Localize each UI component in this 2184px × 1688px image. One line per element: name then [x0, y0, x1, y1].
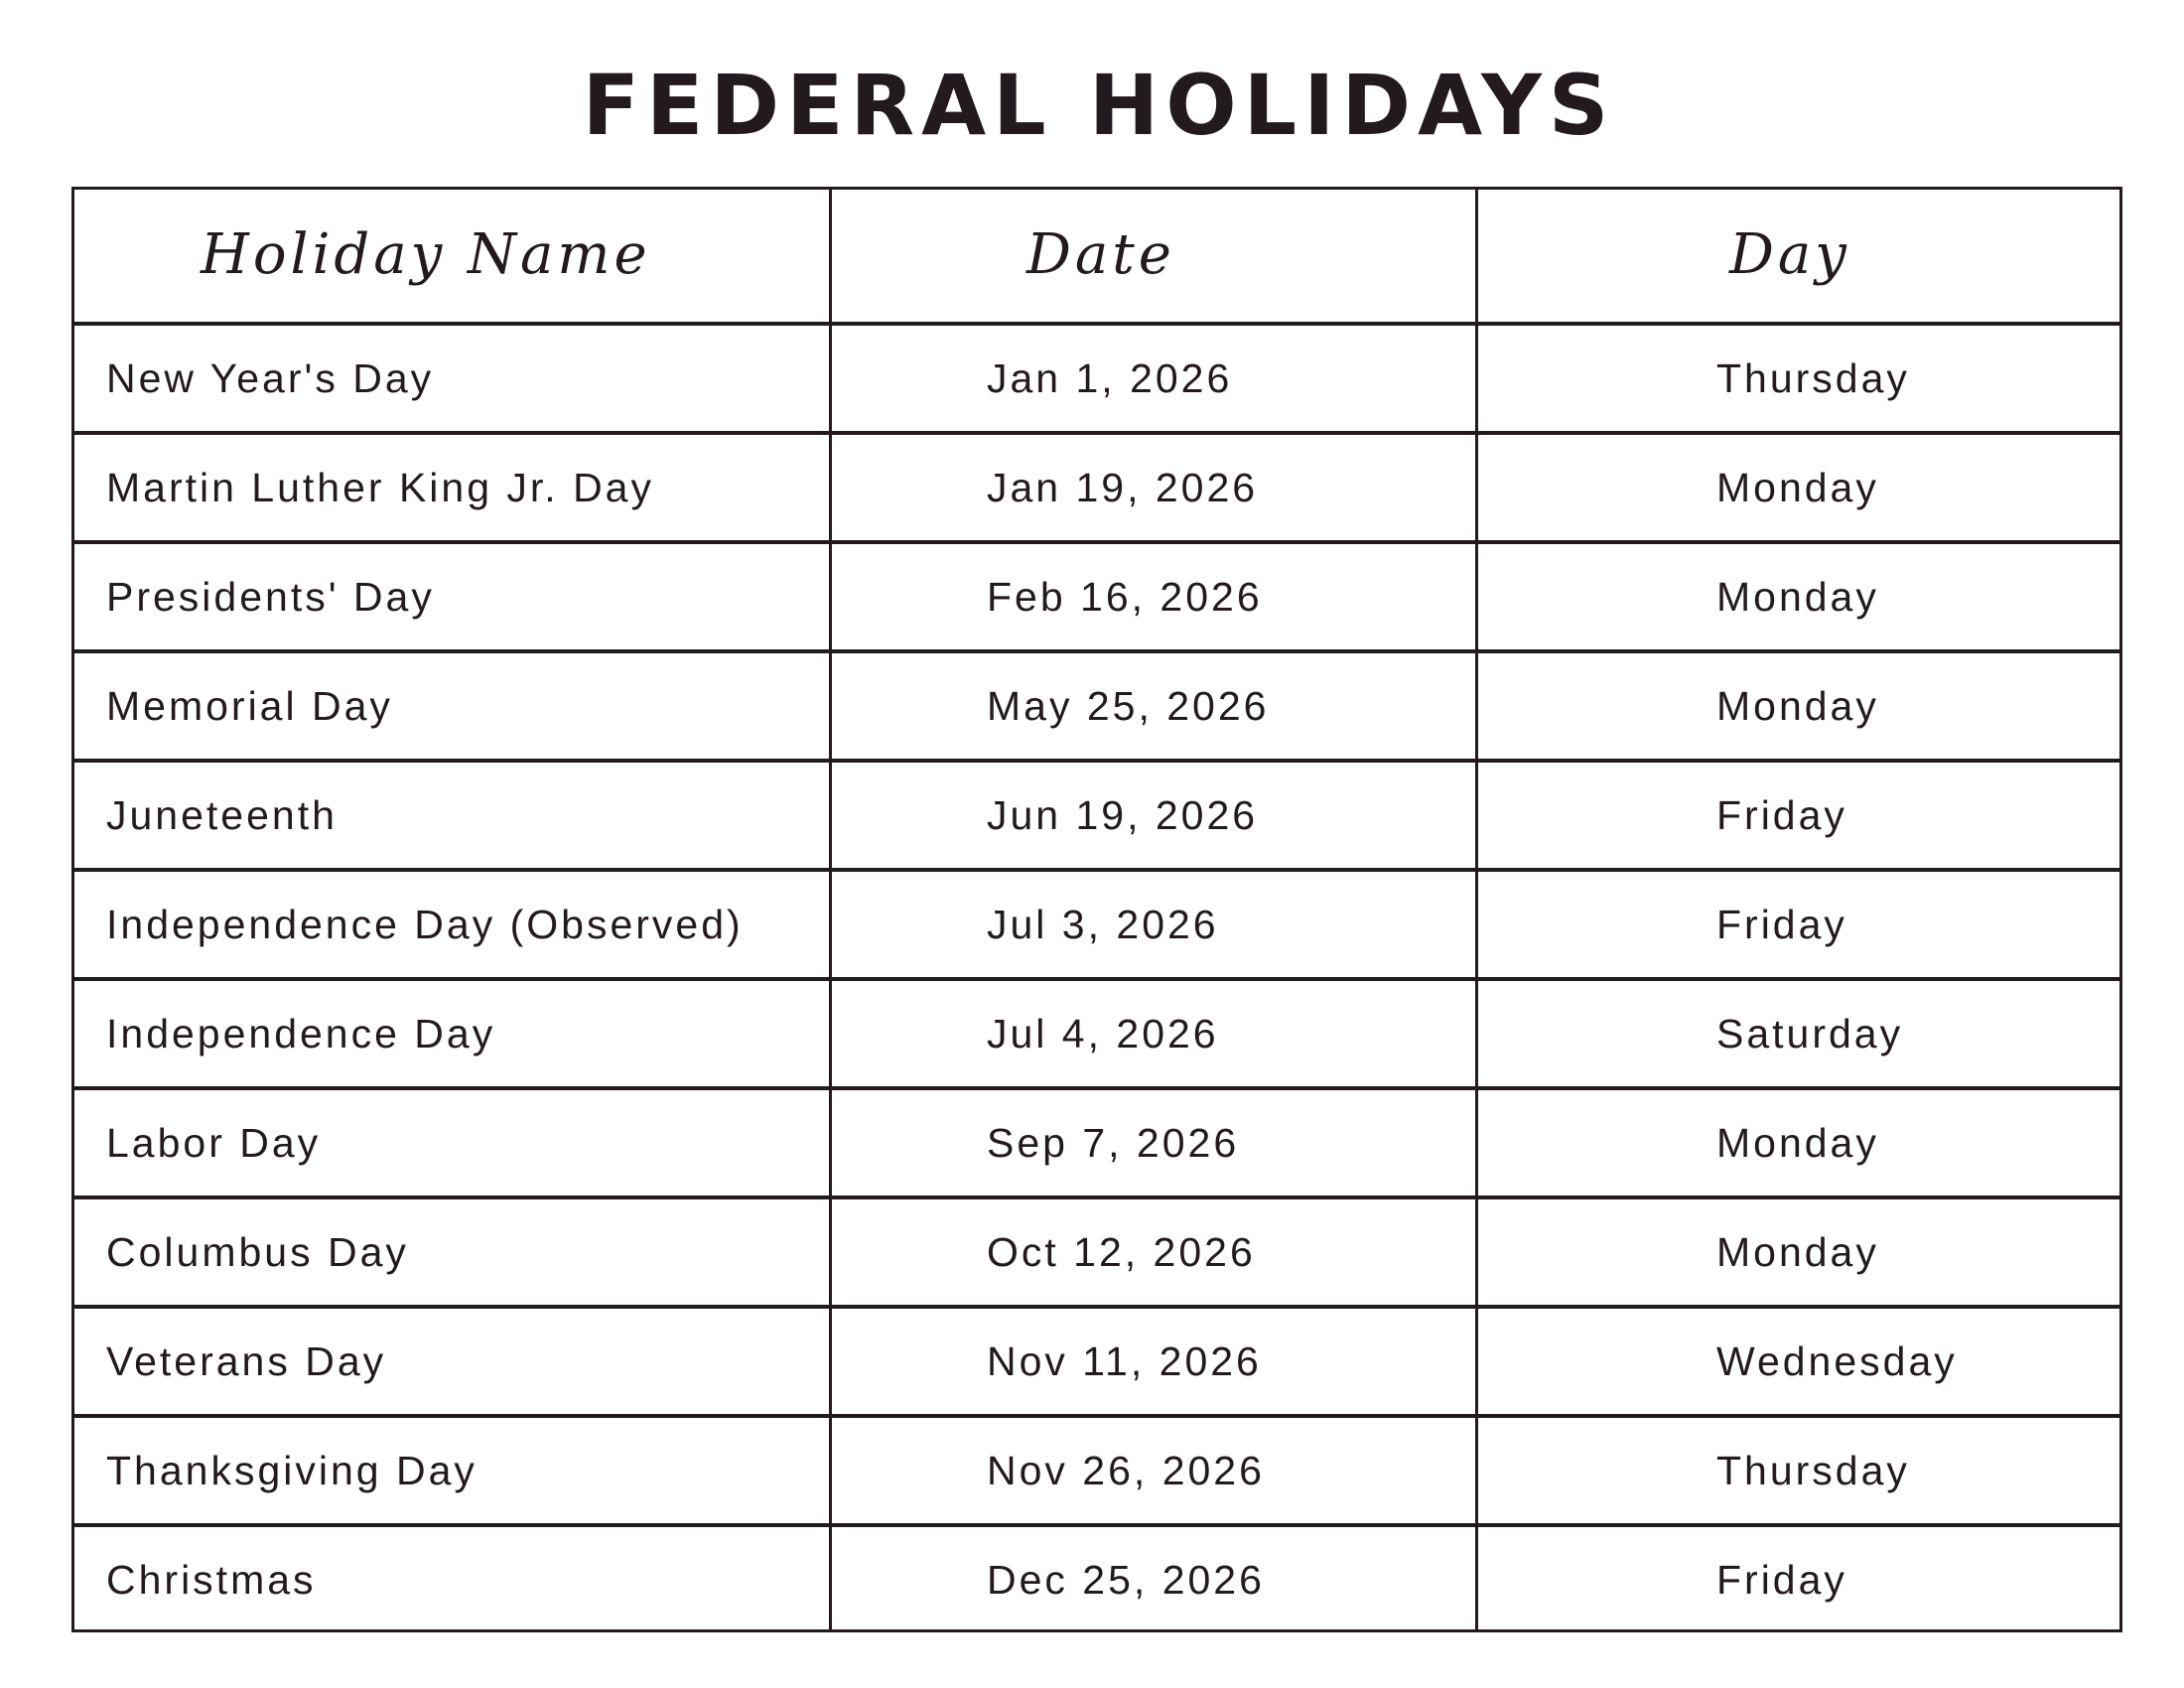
table-row [71, 1414, 2122, 1523]
header-holiday-name: Holiday Name [201, 221, 651, 287]
holiday-name-cell: Thanksgiving Day [106, 1447, 478, 1493]
date-cell: Feb 16, 2026 [987, 573, 1263, 620]
day-cell: Friday [1716, 791, 1847, 838]
holiday-name-cell: Columbus Day [106, 1228, 409, 1275]
table-row [71, 1196, 2122, 1305]
table-row [71, 1305, 2122, 1414]
holiday-name-cell: Labor Day [106, 1119, 322, 1166]
page-title: FEDERAL HOLIDAYS [582, 57, 1616, 154]
day-cell: Monday [1716, 1119, 1879, 1166]
date-cell: Jan 1, 2026 [987, 354, 1233, 401]
table-row [71, 868, 2122, 977]
day-cell: Monday [1716, 464, 1879, 510]
header-date: Date [1026, 221, 1175, 287]
holiday-name-cell: New Year's Day [106, 354, 435, 401]
table-row [71, 540, 2122, 649]
date-cell: Jul 4, 2026 [987, 1010, 1219, 1056]
table-row [71, 977, 2122, 1086]
holiday-name-cell: Christmas [106, 1556, 317, 1603]
table-row [71, 322, 2122, 431]
date-cell: Dec 25, 2026 [987, 1556, 1265, 1603]
holiday-name-cell: Independence Day [106, 1010, 496, 1056]
date-cell: Jun 19, 2026 [987, 791, 1259, 838]
date-cell: Nov 11, 2026 [987, 1337, 1262, 1384]
holiday-name-cell: Memorial Day [106, 682, 393, 729]
day-cell: Thursday [1716, 354, 1910, 401]
date-cell: May 25, 2026 [987, 682, 1270, 729]
holiday-name-cell: Presidents' Day [106, 573, 435, 620]
date-cell: Oct 12, 2026 [987, 1228, 1256, 1275]
table-row [71, 1523, 2122, 1632]
table-row [71, 1086, 2122, 1196]
day-cell: Wednesday [1716, 1337, 1958, 1384]
day-cell: Thursday [1716, 1447, 1910, 1493]
day-cell: Friday [1716, 901, 1847, 947]
table-row [71, 431, 2122, 540]
holiday-name-cell: Juneteenth [106, 791, 338, 838]
day-cell: Monday [1716, 682, 1879, 729]
date-cell: Jul 3, 2026 [987, 901, 1219, 947]
holiday-name-cell: Independence Day (Observed) [106, 901, 744, 947]
day-cell: Monday [1716, 1228, 1879, 1275]
table-row [71, 759, 2122, 868]
holiday-name-cell: Martin Luther King Jr. Day [106, 464, 654, 510]
holiday-name-cell: Veterans Day [106, 1337, 387, 1384]
date-cell: Sep 7, 2026 [987, 1119, 1240, 1166]
day-cell: Friday [1716, 1556, 1847, 1603]
table-row [71, 649, 2122, 759]
table-header [71, 187, 2122, 322]
day-cell: Monday [1716, 573, 1879, 620]
header-day: Day [1729, 221, 1850, 287]
day-cell: Saturday [1716, 1010, 1904, 1056]
date-cell: Nov 26, 2026 [987, 1447, 1265, 1493]
date-cell: Jan 19, 2026 [987, 464, 1259, 510]
